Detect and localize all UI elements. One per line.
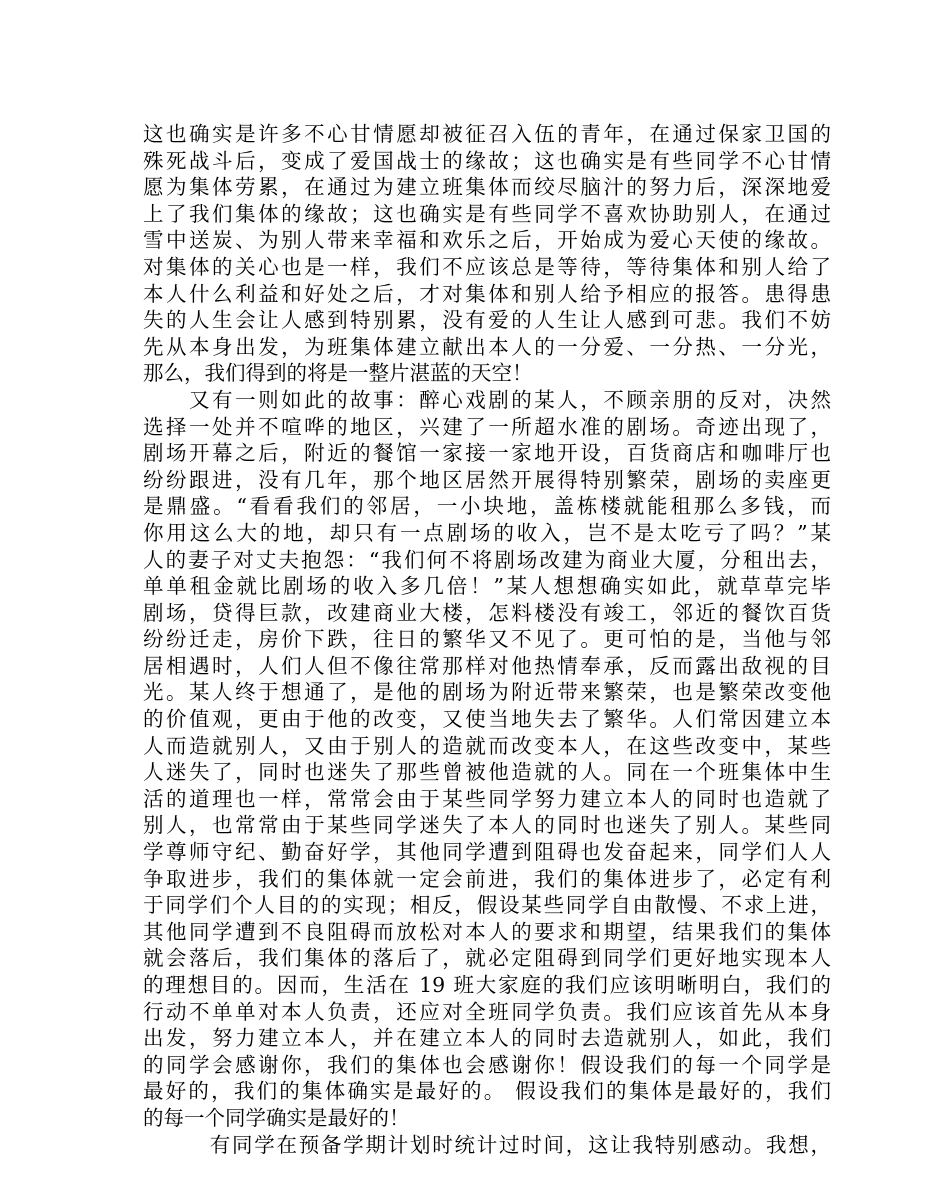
text-line: 你用这么大的地，却只有一点剧场的收入，岂不是太吃亏了吗？”某 — [143, 520, 831, 545]
text-line: 本人什么利益和好处之后，才对集体和别人给予相应的报答。患得患 — [143, 281, 831, 306]
text-line: 上了我们集体的缘故；这也确实是有些同学不喜欢协助别人，在通过 — [143, 201, 831, 226]
text-line: 雪中送炭、为别人带来幸福和欢乐之后，开始成为爱心天使的缘故。 — [143, 228, 831, 253]
text-line: 的同学会感谢你，我们的集体也会感谢你！假设我们的每一个同学是 — [143, 1052, 831, 1077]
text-line: 愿为集体劳累，在通过为建立班集体而绞尽脑汁的努力后，深深地爱 — [143, 175, 831, 200]
text-line: 选择一处并不喧哗的地区，兴建了一所超水准的剧场。奇迹出现了， — [143, 414, 831, 439]
text-line: 纷纷迁走，房价下跌，往日的繁华又不见了。更可怕的是，当他与邻 — [143, 627, 831, 652]
text-line: 行动不单单对本人负责，还应对全班同学负责。我们应该首先从本身 — [143, 999, 831, 1024]
document-text-body — [143, 121, 831, 1158]
text-line: 的价值观，更由于他的改变，又使当地失去了繁华。人们常因建立本 — [143, 707, 831, 732]
text-line: 学尊师守纪、勤奋好学，其他同学遭到阻碍也发奋起来，同学们人人 — [143, 840, 831, 865]
text-line: 人的妻子对丈夫抱怨：“我们何不将剧场改建为商业大厦，分租出去， — [143, 547, 831, 572]
text-line: 的理想目的。因而，生活在 19 班大家庭的我们应该明晰明白，我们的 — [143, 973, 831, 997]
text-line: 于同学们个人目的的实现；相反，假设某些同学自由散慢、不求上进， — [143, 893, 831, 918]
text-line: 活的道理也一样，常常会由于某些同学努力建立本人的同时也造就了 — [143, 786, 831, 811]
text-line: 又有一则如此的故事：醉心戏剧的某人，不顾亲朋的反对，决然 — [143, 387, 831, 412]
text-line: 最好的，我们的集体确实是最好的。 假设我们的集体是最好的，我们 — [143, 1079, 831, 1104]
text-line: 别人，也常常由于某些同学迷失了本人的同时也迷失了别人。某些同 — [143, 813, 831, 838]
text-line: 剧场，贷得巨款，改建商业大楼，怎料楼没有竣工，邻近的餐饮百货 — [143, 600, 831, 625]
text-line: 争取进步，我们的集体就一定会前进，我们的集体进步了，必定有利 — [143, 866, 831, 891]
text-line: 是鼎盛。“看看我们的邻居，一小块地，盖栋楼就能租那么多钱，而 — [143, 494, 831, 519]
text-line: 对集体的关心也是一样，我们不应该总是等待，等待集体和别人给了 — [143, 254, 831, 279]
text-line: 这也确实是许多不心甘情愿却被征召入伍的青年，在通过保家卫国的 — [143, 122, 831, 146]
text-line: 出发，努力建立本人，并在建立本人的同时去造就别人，如此，我们 — [143, 1026, 831, 1051]
text-line: 居相遇时，人们人但不像往常那样对他热情奉承，反而露出敌视的目 — [143, 653, 831, 678]
text-line: 单单租金就比剧场的收入多几倍！”某人想想确实如此，就草草完毕 — [143, 574, 831, 599]
text-line: 有同学在预备学期计划时统计过时间，这让我特别感动。我想， — [143, 1132, 831, 1157]
text-line: 失的人生会让人感到特别累，没有爱的人生让人感到可悲。我们不妨 — [143, 308, 831, 333]
text-line: 人而造就别人，又由于别人的造就而改变本人，在这些改变中，某些 — [143, 733, 831, 758]
text-line: 人迷失了，同时也迷失了那些曾被他造就的人。同在一个班集体中生 — [143, 760, 831, 785]
text-line: 剧场开幕之后，附近的餐馆一家接一家地开设，百货商店和咖啡厅也 — [143, 441, 831, 466]
text-line: 先从本身出发，为班集体建立献出本人的一分爱、一分热、一分光， — [143, 334, 831, 359]
text-line: 殊死战斗后，变成了爱国战士的缘故；这也确实是有些同学不心甘情 — [143, 148, 831, 173]
text-line: 其他同学遭到不良阻碍而放松对本人的要求和期望，结果我们的集体 — [143, 919, 831, 944]
text-line: 那么，我们得到的将是一整片湛蓝的天空！ — [143, 361, 533, 386]
text-line: 光。某人终于想通了，是他的剧场为附近带来繁荣，也是繁荣改变他 — [143, 680, 831, 705]
text-line: 的每一个同学确实是最好的！ — [143, 1105, 410, 1130]
text-line: 就会落后，我们集体的落后了，就必定阻碍到同学们更好地实现本人 — [143, 946, 831, 971]
text-line: 纷纷跟进，没有几年，那个地区居然开展得特别繁荣，剧场的卖座更 — [143, 467, 831, 492]
